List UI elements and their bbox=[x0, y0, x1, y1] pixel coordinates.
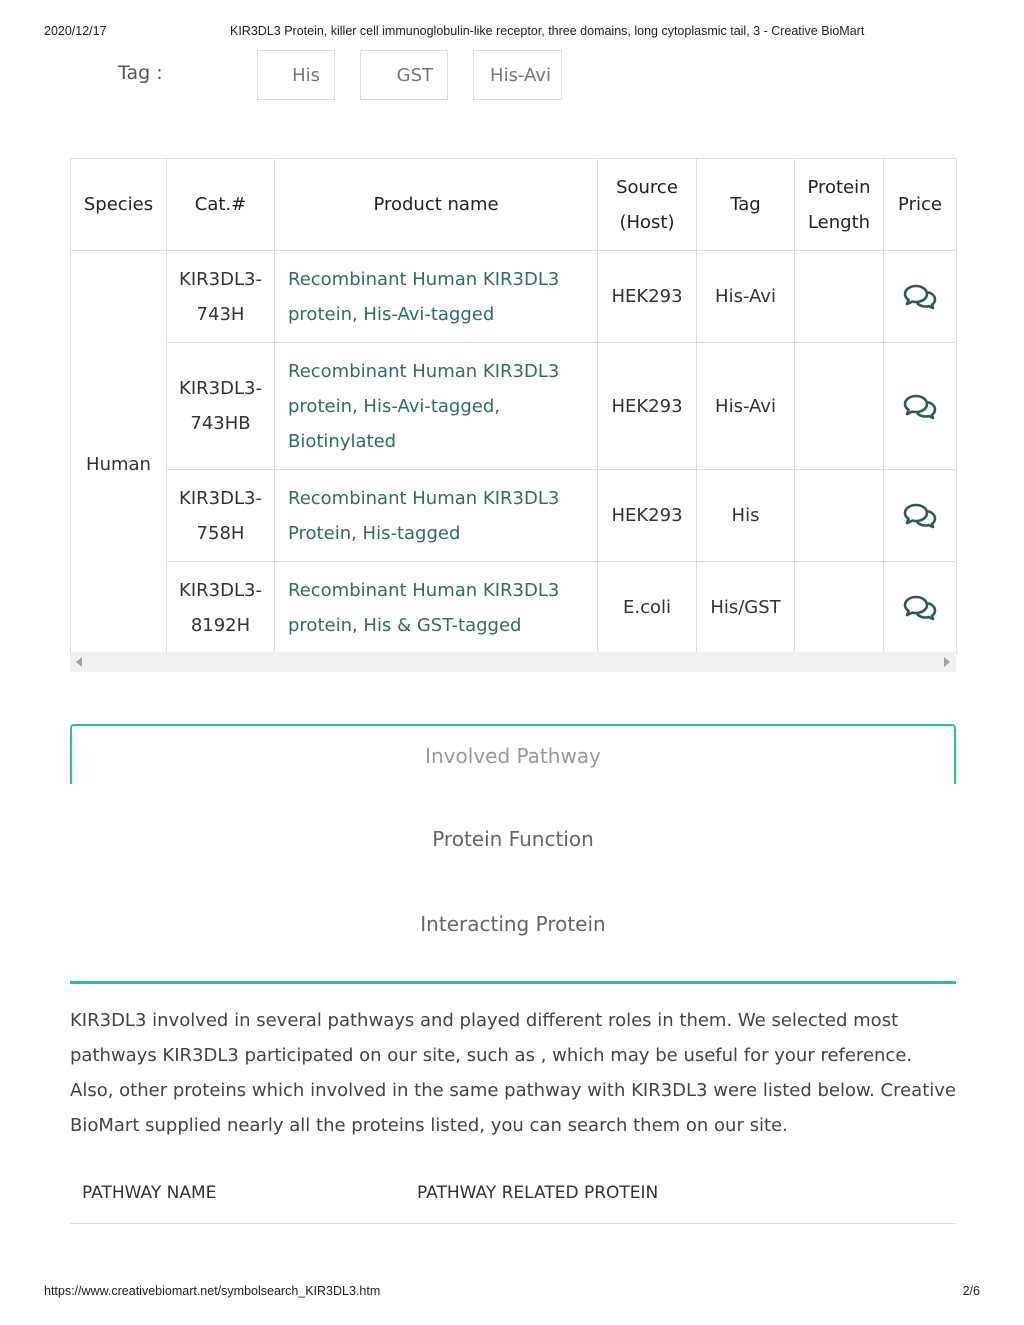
cat-cell bbox=[167, 562, 275, 654]
source-cell: HEK293 bbox=[598, 343, 697, 470]
page-number: 2/6 bbox=[962, 1284, 980, 1298]
pathway-name-header: PATHWAY NAME bbox=[82, 1183, 217, 1203]
length-cell bbox=[795, 470, 884, 562]
product-link[interactable]: Recombinant Human KIR3DL3 protein, His-Avi-tagged bbox=[275, 251, 598, 343]
tag-option-gst[interactable]: GST bbox=[360, 50, 448, 100]
table-row bbox=[71, 470, 957, 562]
tag-option-his-avi[interactable]: His-Avi bbox=[473, 50, 562, 100]
product-link[interactable]: Recombinant Human KIR3DL3 Protein, His-tagged bbox=[275, 470, 598, 562]
table-row bbox=[71, 251, 957, 343]
price-cell bbox=[884, 251, 957, 343]
chat-bubbles-icon[interactable] bbox=[903, 594, 937, 622]
source-cell: HEK293 bbox=[598, 470, 697, 562]
product-link[interactable]: Recombinant Human KIR3DL3 protein, His-Avi-tagged, Biotinylated bbox=[275, 343, 598, 470]
header-tag: Tag bbox=[697, 159, 795, 251]
product-table bbox=[70, 158, 957, 654]
tab-protein-function[interactable]: Protein Function bbox=[432, 827, 594, 851]
print-title: KIR3DL3 Protein, killer cell immunoglobulin-like receptor, three domains, long cytoplasmic tail, 3 - Creative BioMart bbox=[230, 24, 865, 38]
tag-filter-label: Tag : bbox=[118, 62, 163, 84]
tab-divider bbox=[70, 981, 956, 984]
pathway-description: KIR3DL3 involved in several pathways and played different roles in them. We selected most pathways KIR3DL3 participated on our site, such as , which may be useful for your reference. Also, other proteins which involved in the same pathway with KIR3DL3 were listed below. Creative BioMart supplied nearly all the proteins listed, you can search them on our site. bbox=[70, 1010, 956, 1136]
length-cell bbox=[795, 251, 884, 343]
cat-suffix: 8192H bbox=[190, 614, 251, 636]
header-source-line2: (Host) bbox=[619, 211, 675, 233]
length-cell bbox=[795, 343, 884, 470]
horizontal-scrollbar[interactable] bbox=[70, 652, 956, 672]
tag-option-his[interactable]: His bbox=[257, 50, 335, 100]
source-cell: HEK293 bbox=[598, 251, 697, 343]
table-row bbox=[71, 562, 957, 654]
header-length-line2: Length bbox=[807, 211, 871, 233]
tag-cell: His/GST bbox=[697, 562, 795, 654]
scroll-right-arrow-icon[interactable] bbox=[944, 657, 950, 667]
scroll-left-arrow-icon[interactable] bbox=[76, 657, 82, 667]
tag-cell: His bbox=[697, 470, 795, 562]
header-product-name: Product name bbox=[275, 159, 598, 251]
source-cell: E.coli bbox=[598, 562, 697, 654]
price-cell bbox=[884, 470, 957, 562]
table-header-row bbox=[71, 159, 957, 251]
product-link[interactable]: Recombinant Human KIR3DL3 protein, His & GST-tagged bbox=[275, 562, 598, 654]
tag-cell: His-Avi bbox=[697, 343, 795, 470]
cat-suffix: 743HB bbox=[190, 413, 251, 434]
tag-filter bbox=[70, 50, 960, 102]
cat-cell bbox=[167, 343, 275, 470]
species-cell: Human bbox=[71, 251, 167, 654]
chat-bubbles-icon[interactable] bbox=[903, 502, 937, 530]
chat-bubbles-icon[interactable] bbox=[903, 283, 937, 311]
header-species: Species bbox=[71, 159, 167, 251]
chat-bubbles-icon[interactable] bbox=[903, 393, 937, 421]
print-date: 2020/12/17 bbox=[44, 24, 107, 38]
table-row bbox=[71, 343, 957, 470]
length-cell bbox=[795, 562, 884, 654]
header-length bbox=[795, 159, 884, 251]
pathway-table-header bbox=[70, 1168, 956, 1224]
price-cell bbox=[884, 343, 957, 470]
header-source bbox=[598, 159, 697, 251]
cat-suffix: 743H bbox=[196, 303, 245, 325]
cat-prefix: KIR3DL3- bbox=[179, 487, 262, 509]
cat-prefix: KIR3DL3- bbox=[179, 268, 262, 290]
tab-involved-pathway[interactable]: Involved Pathway bbox=[70, 724, 956, 784]
cat-cell bbox=[167, 251, 275, 343]
info-tabs bbox=[70, 724, 956, 936]
print-url: https://www.creativebiomart.net/symbolsearch_KIR3DL3.htm bbox=[44, 1284, 381, 1298]
cat-prefix: KIR3DL3- bbox=[179, 378, 262, 399]
tag-cell: His-Avi bbox=[697, 251, 795, 343]
pathway-related-header: PATHWAY RELATED PROTEIN bbox=[417, 1183, 659, 1203]
cat-suffix: 758H bbox=[196, 522, 245, 544]
header-price: Price bbox=[884, 159, 957, 251]
header-cat: Cat.# bbox=[167, 159, 275, 251]
header-length-line1: Protein bbox=[807, 176, 871, 198]
cat-cell bbox=[167, 470, 275, 562]
tab-interacting-protein[interactable]: Interacting Protein bbox=[420, 912, 606, 936]
header-source-line1: Source bbox=[616, 176, 678, 198]
cat-prefix: KIR3DL3- bbox=[179, 579, 262, 601]
price-cell bbox=[884, 562, 957, 654]
